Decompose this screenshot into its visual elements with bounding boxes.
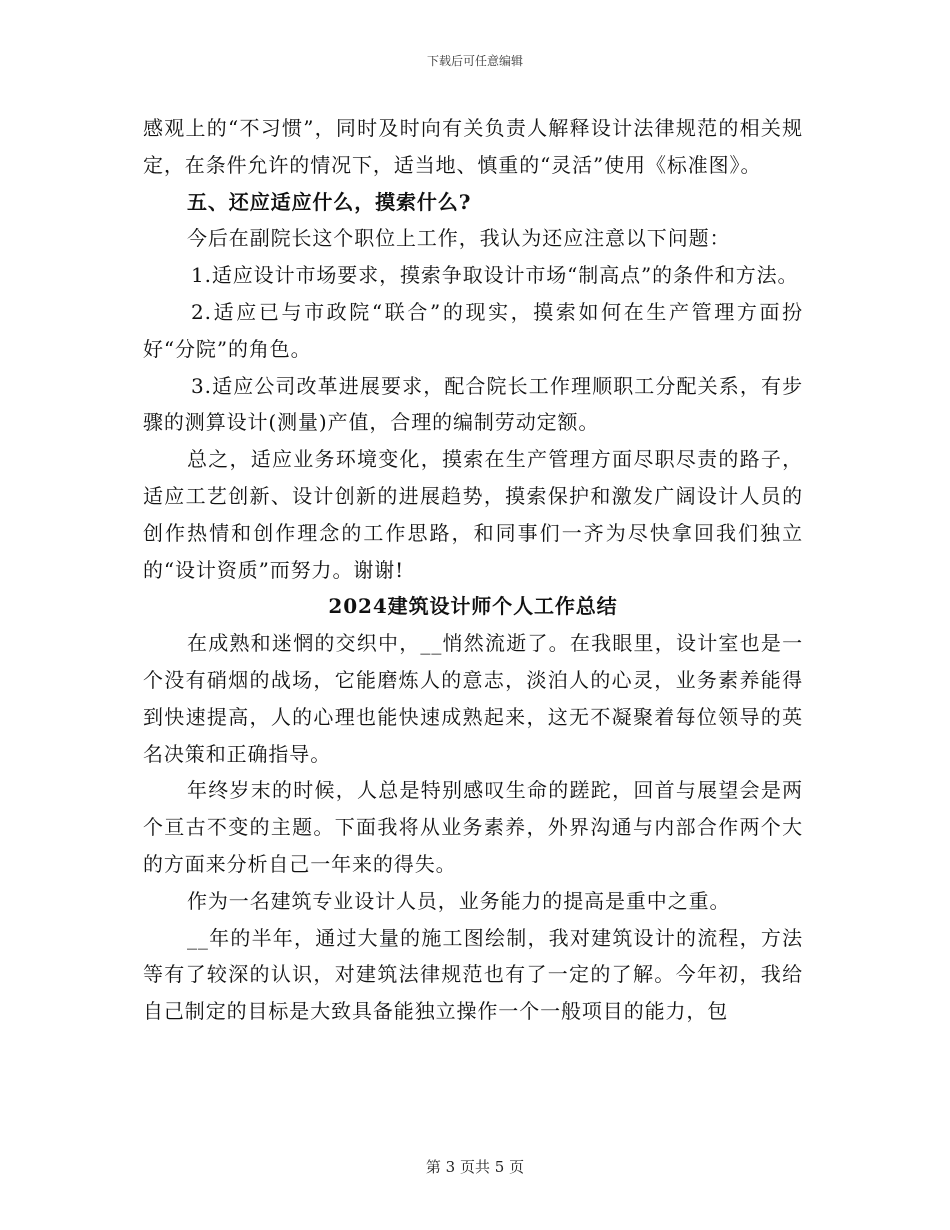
page-header: 下载后可任意编辑: [426, 54, 523, 68]
list-item-3: 3.适应公司改革进展要求，配合院长工作理顺职工分配关系，有步骤的测算设计(测量)产值，合理的编制劳动定额。: [143, 373, 803, 435]
list-item-1: 1.适应设计市场要求，摸索争取设计市场“制高点”的条件和方法。: [191, 263, 799, 288]
paragraph-intro: 今后在副院长这个职位上工作，我认为还应注意以下问题：: [187, 226, 731, 251]
paragraph-body: 作为一名建筑专业设计人员，业务能力的提高是重中之重。: [187, 888, 731, 913]
paragraph-conclusion: 总之，适应业务环境变化，摸索在生产管理方面尽职尽责的路子，适应工艺创新、设计创新的进展趋势，摸索保护和激发广阔设计人员的创作热情和创作理念的工作思路，和同事们一齐为尽快拿回我们独立的“设计资质”而努力。谢谢!: [143, 447, 803, 582]
list-item-2: 2.适应已与市政院“联合”的现实，摸索如何在生产管理方面扮好“分院”的角色。: [143, 299, 803, 361]
paragraph-body: 在成熟和迷惘的交织中，__悄然流逝了。在我眼里，设计室也是一个没有硝烟的战场，它能磨炼人的意志，淡泊人的心灵，业务素养能得到快速提高，人的心理也能快速成熟起来，这无不凝聚着每位领导的英名决策和正确指导。: [143, 631, 803, 766]
section-heading: 五、还应适应什么，摸索什么?: [187, 189, 472, 214]
document-body: [143, 110, 803, 1030]
document-title: 2024建筑设计师个人工作总结: [328, 594, 618, 619]
paragraph-body: 年终岁末的时候，人总是特别感叹生命的蹉跎，回首与展望会是两个亘古不变的主题。下面我将从业务素养，外界沟通与内部合作两个大的方面来分析自己一年来的得失。: [143, 778, 803, 876]
paragraph-continuation: 感观上的“不习惯”，同时及时向有关负责人解释设计法律规范的相关规定，在条件允许的情况下，适当地、慎重的“灵活”使用《标准图》。: [143, 116, 803, 177]
paragraph-body: __年的半年，通过大量的施工图绘制，我对建筑设计的流程，方法等有了较深的认识，对建筑法律规范也有了一定的了解。今年初，我给自己制定的目标是大致具备能独立操作一个一般项目的能力，包: [143, 925, 803, 1024]
page-number: 第 3 页共 5 页: [425, 1158, 525, 1176]
